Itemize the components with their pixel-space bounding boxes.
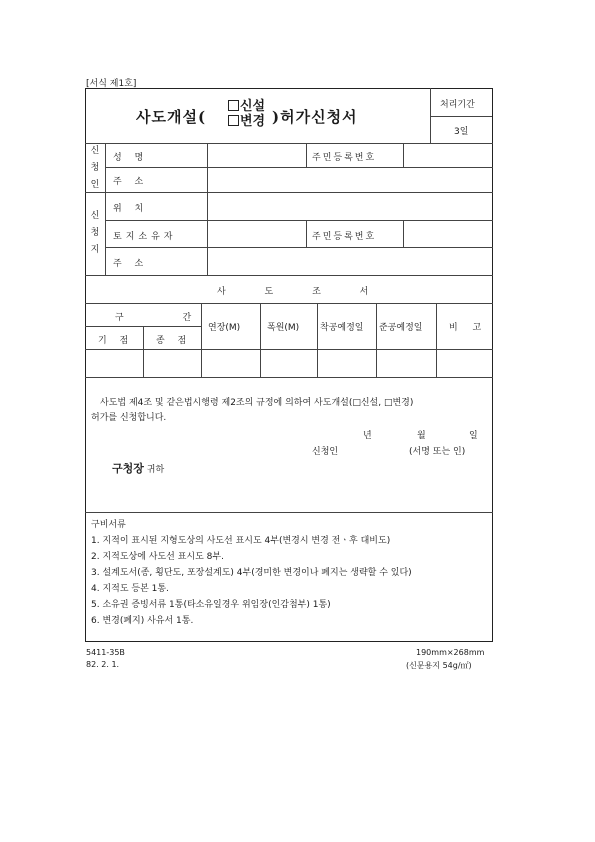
start-date-label: 착공예정일 (320, 323, 364, 333)
title-prefix: 사도개설( (136, 108, 207, 126)
document-item: 4. 지적도 등본 1통. (91, 584, 169, 594)
survey-header: 사 도 조 서 (217, 287, 387, 297)
document-item: 5. 소유권 증빙서류 1통(타소유일경우 위임장(인감첨부) 1통) (91, 600, 331, 610)
checkbox-change[interactable] (228, 115, 239, 126)
applicant-section-label: 신 청 인 (90, 146, 100, 190)
processing-label: 처리기간 (440, 100, 475, 110)
footer-paper: (신문용지 54g/㎡) (406, 661, 472, 670)
recipient (112, 460, 164, 476)
recipient-suffix: 귀하 (146, 465, 165, 475)
document-item: 1. 지적이 표시된 지형도상의 사도선 표시도 4부(변경시 변경 전ㆍ후 대비도) (91, 536, 391, 546)
document-item: 2. 지적도상에 사도선 표시도 8부. (91, 552, 224, 562)
footer-code: 5411-35B (86, 648, 125, 657)
date-year: 년 (363, 431, 372, 441)
date-day: 일 (469, 431, 478, 441)
name-label: 성 명 (113, 153, 149, 163)
checkbox-new[interactable] (228, 100, 239, 111)
documents-heading: 구비서류 (91, 520, 126, 530)
title-option-change: 변경 (228, 114, 265, 129)
statement-line-1: 사도법 제4조 및 같은법시행령 제2조의 규정에 의하여 사도개설(□신설, □변경) (100, 398, 414, 408)
signature-hint: (서명 또는 인) (409, 447, 466, 457)
recipient-name: 구청장 (112, 462, 144, 475)
applicant-address-label: 주 소 (113, 177, 149, 187)
start-point-label: 기 점 (98, 336, 134, 346)
remarks-label: 비 고 (449, 323, 488, 333)
width-label: 폭원(M) (267, 323, 300, 333)
processing-line (430, 116, 492, 117)
footer-size: 190mm×268mm (416, 648, 485, 657)
title-suffix: )허가신청서 (272, 108, 358, 126)
length-label: 연장(M) (208, 323, 241, 333)
date-month: 월 (417, 431, 426, 441)
end-date-label: 준공예정일 (379, 323, 423, 333)
site-address-label: 주 소 (113, 259, 149, 269)
document-item: 3. 설계도서(종, 횡단도, 포장설계도) 4부(경미한 변경이나 폐지는 생략할 수 있다) (91, 568, 412, 578)
form-number: [서식 제1호] (86, 79, 137, 89)
document-item: 6. 변경(폐지) 사유서 1통. (91, 616, 194, 626)
footer-date: 82. 2. 1. (86, 660, 120, 669)
end-point-label: 종 점 (156, 336, 192, 346)
section-label: 구 간 (115, 313, 220, 323)
owner-label: 토지소유자 (113, 232, 177, 242)
owner-resident-no-label: 주민등록번호 (312, 232, 377, 242)
site-section-label: 신 청 지 (90, 211, 100, 255)
statement-line-2: 허가를 신청합니다. (91, 413, 167, 423)
form-title (118, 96, 378, 136)
location-label: 위 치 (113, 204, 149, 214)
title-options (228, 99, 265, 129)
processing-value: 3일 (454, 127, 469, 137)
applicant-signature-label: 신청인 (312, 447, 339, 457)
applicant-resident-no-label: 주민등록번호 (312, 153, 377, 163)
title-option-new: 신설 (228, 99, 265, 114)
